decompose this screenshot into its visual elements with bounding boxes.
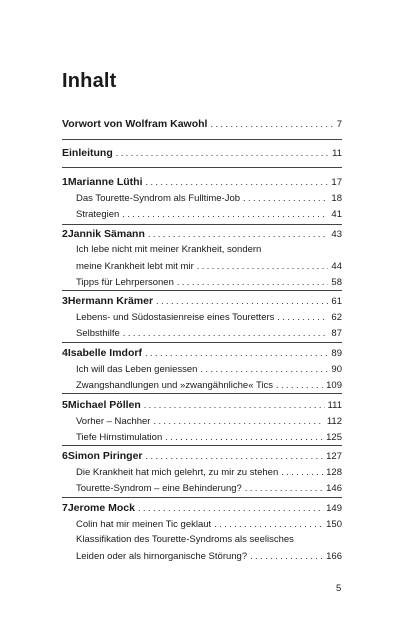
entry-page: 43: [331, 229, 342, 240]
toc-subentry[interactable]: [62, 190, 342, 206]
toc-subentry[interactable]: [62, 464, 342, 480]
chapter-number: 4: [62, 347, 68, 359]
leader-dots: [156, 293, 328, 309]
entry-page: 44: [331, 261, 342, 272]
entry-title: Vorher – Nachher: [76, 416, 151, 427]
leader-dots: [210, 116, 333, 132]
leader-dots: [153, 413, 323, 429]
entry-page: 90: [331, 364, 342, 375]
entry-title: Tiefe Hirnstimulation: [76, 432, 163, 443]
toc-chapter-4[interactable]: [62, 345, 342, 361]
entry-title: Die Krankheit hat mich gelehrt, zu mir zu stehen: [76, 467, 279, 478]
entry-title: Lebens- und Südostasienreise eines Touretters: [76, 312, 275, 323]
toc-subentry[interactable]: [62, 377, 342, 393]
toc-entry-introduction[interactable]: [62, 145, 342, 161]
chapter-number: 6: [62, 450, 68, 462]
entry-page: 166: [326, 551, 342, 562]
entry-title: Hermann Krämer: [67, 295, 154, 307]
entry-page: 87: [331, 328, 342, 339]
leader-dots: [144, 397, 325, 413]
divider: [62, 290, 342, 291]
leader-dots: [200, 361, 328, 377]
entry-page: 150: [326, 519, 342, 530]
entry-page: 111: [327, 400, 342, 411]
entry-title: Klassifikation des Tourette-Syndroms als seelisches: [76, 534, 294, 545]
page-number: 5: [336, 583, 342, 594]
entry-title: Isabelle Imdorf: [67, 347, 142, 359]
entry-page: 41: [331, 209, 342, 220]
entry-page: 18: [331, 193, 342, 204]
leader-dots: [276, 377, 323, 393]
chapter-number: 1: [62, 176, 68, 188]
leader-dots: [146, 448, 324, 464]
leader-dots: [281, 464, 323, 480]
leader-dots: [116, 145, 329, 161]
entry-title: Selbsthilfe: [76, 328, 120, 339]
leader-dots: [177, 274, 329, 290]
entry-title: Marianne Lüthi: [67, 176, 143, 188]
divider: [62, 342, 342, 343]
entry-title: Einleitung: [62, 147, 113, 159]
toc-entry-foreword[interactable]: [62, 116, 342, 132]
entry-page: 58: [331, 277, 342, 288]
entry-title: Colin hat mir meinen Tic geklaut: [76, 519, 212, 530]
toc-chapter-5[interactable]: [62, 397, 342, 413]
toc-chapter-3[interactable]: [62, 293, 342, 309]
toc-chapter-2[interactable]: [62, 226, 342, 242]
leader-dots: [123, 325, 329, 341]
toc-subentry[interactable]: [62, 206, 342, 222]
page-title: Inhalt: [62, 70, 117, 92]
chapter-number: 3: [62, 295, 68, 307]
entry-title: Das Tourette-Syndrom als Fulltime-Job: [76, 193, 241, 204]
entry-title: Jannik Sämann: [67, 228, 145, 240]
entry-page: 109: [326, 380, 342, 391]
entry-page: 149: [326, 503, 342, 514]
leader-dots: [277, 309, 328, 325]
leader-dots: [165, 429, 323, 445]
entry-title: Michael Pöllen: [67, 399, 141, 411]
divider: [62, 497, 342, 498]
divider: [62, 167, 342, 168]
entry-title: Ich lebe nicht mit meiner Krankheit, sondern: [76, 244, 262, 255]
entry-title: Jerome Mock: [67, 502, 135, 514]
leader-dots: [245, 480, 323, 496]
divider: [62, 224, 342, 225]
entry-title: Vorwort von Wolfram Kawohl: [62, 118, 208, 130]
toc-subentry[interactable]: [62, 325, 342, 341]
entry-page: 112: [326, 416, 342, 427]
entry-title: Tipps für Lehrpersonen: [76, 277, 174, 288]
toc-subentry[interactable]: [62, 309, 342, 325]
entry-page: 61: [331, 296, 342, 307]
leader-dots: [138, 500, 323, 516]
divider: [62, 445, 342, 446]
entry-title: Leiden oder als hirnorganische Störung?: [76, 551, 248, 562]
entry-page: 89: [331, 348, 342, 359]
entry-page: 62: [331, 312, 342, 323]
chapter-number: 5: [62, 399, 68, 411]
leader-dots: [146, 174, 329, 190]
leader-dots: [145, 345, 328, 361]
leader-dots: [148, 226, 329, 242]
divider: [62, 139, 342, 140]
entry-title: Simon Piringer: [67, 450, 143, 462]
leader-dots: [214, 516, 323, 532]
entry-page: 17: [331, 177, 342, 188]
entry-page: 128: [326, 467, 342, 478]
entry-title: Ich will das Leben geniessen: [76, 364, 198, 375]
toc-subentry[interactable]: [62, 516, 342, 532]
entry-title: meine Krankheit lebt mit mir: [76, 261, 194, 272]
toc-subentry[interactable]: [62, 413, 342, 429]
entry-page: 7: [336, 119, 342, 130]
entry-page: 127: [326, 451, 342, 462]
toc-subentry[interactable]: [62, 429, 342, 445]
leader-dots: [197, 258, 329, 274]
entry-page: 146: [326, 483, 342, 494]
chapter-number: 7: [62, 502, 68, 514]
toc-subentry[interactable]: [62, 274, 342, 290]
toc-chapter-7[interactable]: [62, 500, 342, 516]
toc-subentry[interactable]: [62, 532, 342, 548]
leader-dots: [122, 206, 328, 222]
toc-subentry[interactable]: [62, 480, 342, 496]
toc-chapter-6[interactable]: [62, 448, 342, 464]
toc-subentry[interactable]: [62, 548, 342, 564]
leader-dots: [243, 190, 328, 206]
divider: [62, 393, 342, 394]
entry-page: 11: [332, 148, 342, 159]
entry-title: Strategien: [76, 209, 120, 220]
toc-subentry[interactable]: [62, 258, 342, 274]
entry-title: Zwangshandlungen und »zwangähnliche« Tics: [76, 380, 273, 391]
toc-subentry[interactable]: [62, 361, 342, 377]
toc-subentry[interactable]: [62, 242, 342, 258]
chapter-number: 2: [62, 228, 68, 240]
leader-dots: [250, 548, 323, 564]
entry-title: Tourette-Syndrom – eine Behinderung?: [76, 483, 242, 494]
entry-page: 125: [326, 432, 342, 443]
toc-chapter-1[interactable]: [62, 174, 342, 190]
